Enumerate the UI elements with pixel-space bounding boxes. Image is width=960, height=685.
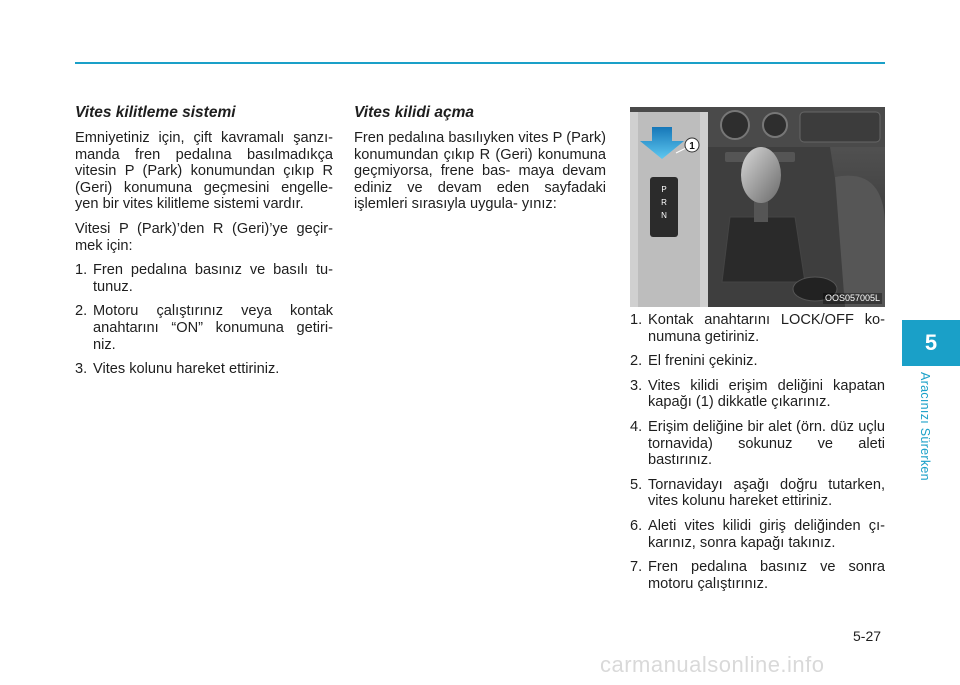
- gear-letter-p: P: [661, 185, 667, 194]
- list-item: [630, 518, 885, 551]
- gear-shift-photo: [630, 107, 885, 307]
- right-column: [630, 312, 885, 600]
- list-item: [630, 312, 885, 345]
- header-rule: [75, 62, 885, 64]
- chapter-label: Aracınızı Sürerken: [918, 372, 932, 481]
- steps-list: [75, 262, 333, 378]
- gear-letter-n: N: [661, 211, 667, 220]
- step-text: Kontak anahtarını LOCK/OFF ko- numuna getiriniz.: [648, 312, 885, 345]
- paragraph: Fren pedalına basılıyken vites P (Park) konumundan çıkıp R (Geri) konumuna geçmiyorsa, frene bas- maya devam ediniz ve devam eden sayfadaki işlemleri sırasıyla uygula- yınız:: [354, 130, 606, 213]
- watermark: carmanualsonline.info: [600, 652, 825, 677]
- step-number: 2.: [75, 303, 88, 320]
- step-number: 1.: [75, 262, 88, 279]
- step-text: Erişim deliğine bir alet (örn. düz uçlu tornavida) sokunuz ve aleti bastırınız.: [648, 418, 885, 469]
- step-text: Aleti vites kilidi giriş deliğinden çı- karınız, sonra kapağı takınız.: [648, 517, 885, 551]
- list-item: [75, 262, 333, 295]
- step-number: 2.: [630, 353, 643, 370]
- section-title-shift-lock-release: Vites kilidi açma: [354, 104, 475, 121]
- step-text: Fren pedalına basınız ve basılı tu- tunuz.: [93, 262, 333, 295]
- step-text: Vites kolunu hareket ettiriniz.: [93, 361, 280, 378]
- page-number: 5-27: [853, 628, 882, 644]
- paragraph: Vitesi P (Park)’den R (Geri)’ye geçir- mek için:: [75, 220, 333, 254]
- step-text: Motoru çalıştırınız veya kontak anahtarını “ON” konumuna getiri- niz.: [93, 303, 333, 353]
- step-number: 3.: [75, 361, 88, 378]
- list-item: [75, 361, 333, 378]
- step-text: El frenini çekiniz.: [648, 353, 758, 370]
- step-text: Tornavidayı aşağı doğru tutarken, vites kolunu hareket ettiriniz.: [648, 476, 885, 510]
- step-number: 5.: [630, 476, 643, 493]
- middle-column: [354, 104, 606, 221]
- list-item: [630, 353, 885, 370]
- list-item: [630, 378, 885, 411]
- list-item: [630, 477, 885, 510]
- gear-shift-illustration: [630, 107, 885, 307]
- step-number: 7.: [630, 559, 643, 576]
- image-code: OOS057005L: [824, 293, 880, 303]
- list-item: [75, 303, 333, 353]
- section-title-shift-lock: Vites kilitleme sistemi: [75, 104, 236, 121]
- step-number: 6.: [630, 517, 643, 534]
- step-text: Vites kilidi erişim deliğini kapatan kapağı (1) dikkatle çıkarınız.: [648, 377, 885, 411]
- callout-number: 1: [689, 141, 695, 152]
- release-steps-list: [630, 312, 885, 592]
- step-text: Fren pedalına basınız ve sonra motoru çalıştırınız.: [648, 559, 885, 592]
- paragraph: Emniyetiniz için, çift kavramalı şanzı- manda fren pedalına basılmadıkça vitesin P (Park) konumundan çıkıp R (Geri) konumuna geçmesini engelle- yen bir vites kilitleme sistemi vardır.: [75, 130, 333, 213]
- gear-letter-r: R: [661, 198, 667, 207]
- list-item: [630, 559, 885, 592]
- step-number: 1.: [630, 312, 643, 328]
- step-number: 3.: [630, 377, 643, 394]
- chapter-tab: 5: [902, 320, 960, 366]
- list-item: [630, 419, 885, 469]
- left-column: [75, 104, 333, 386]
- step-number: 4.: [630, 418, 643, 435]
